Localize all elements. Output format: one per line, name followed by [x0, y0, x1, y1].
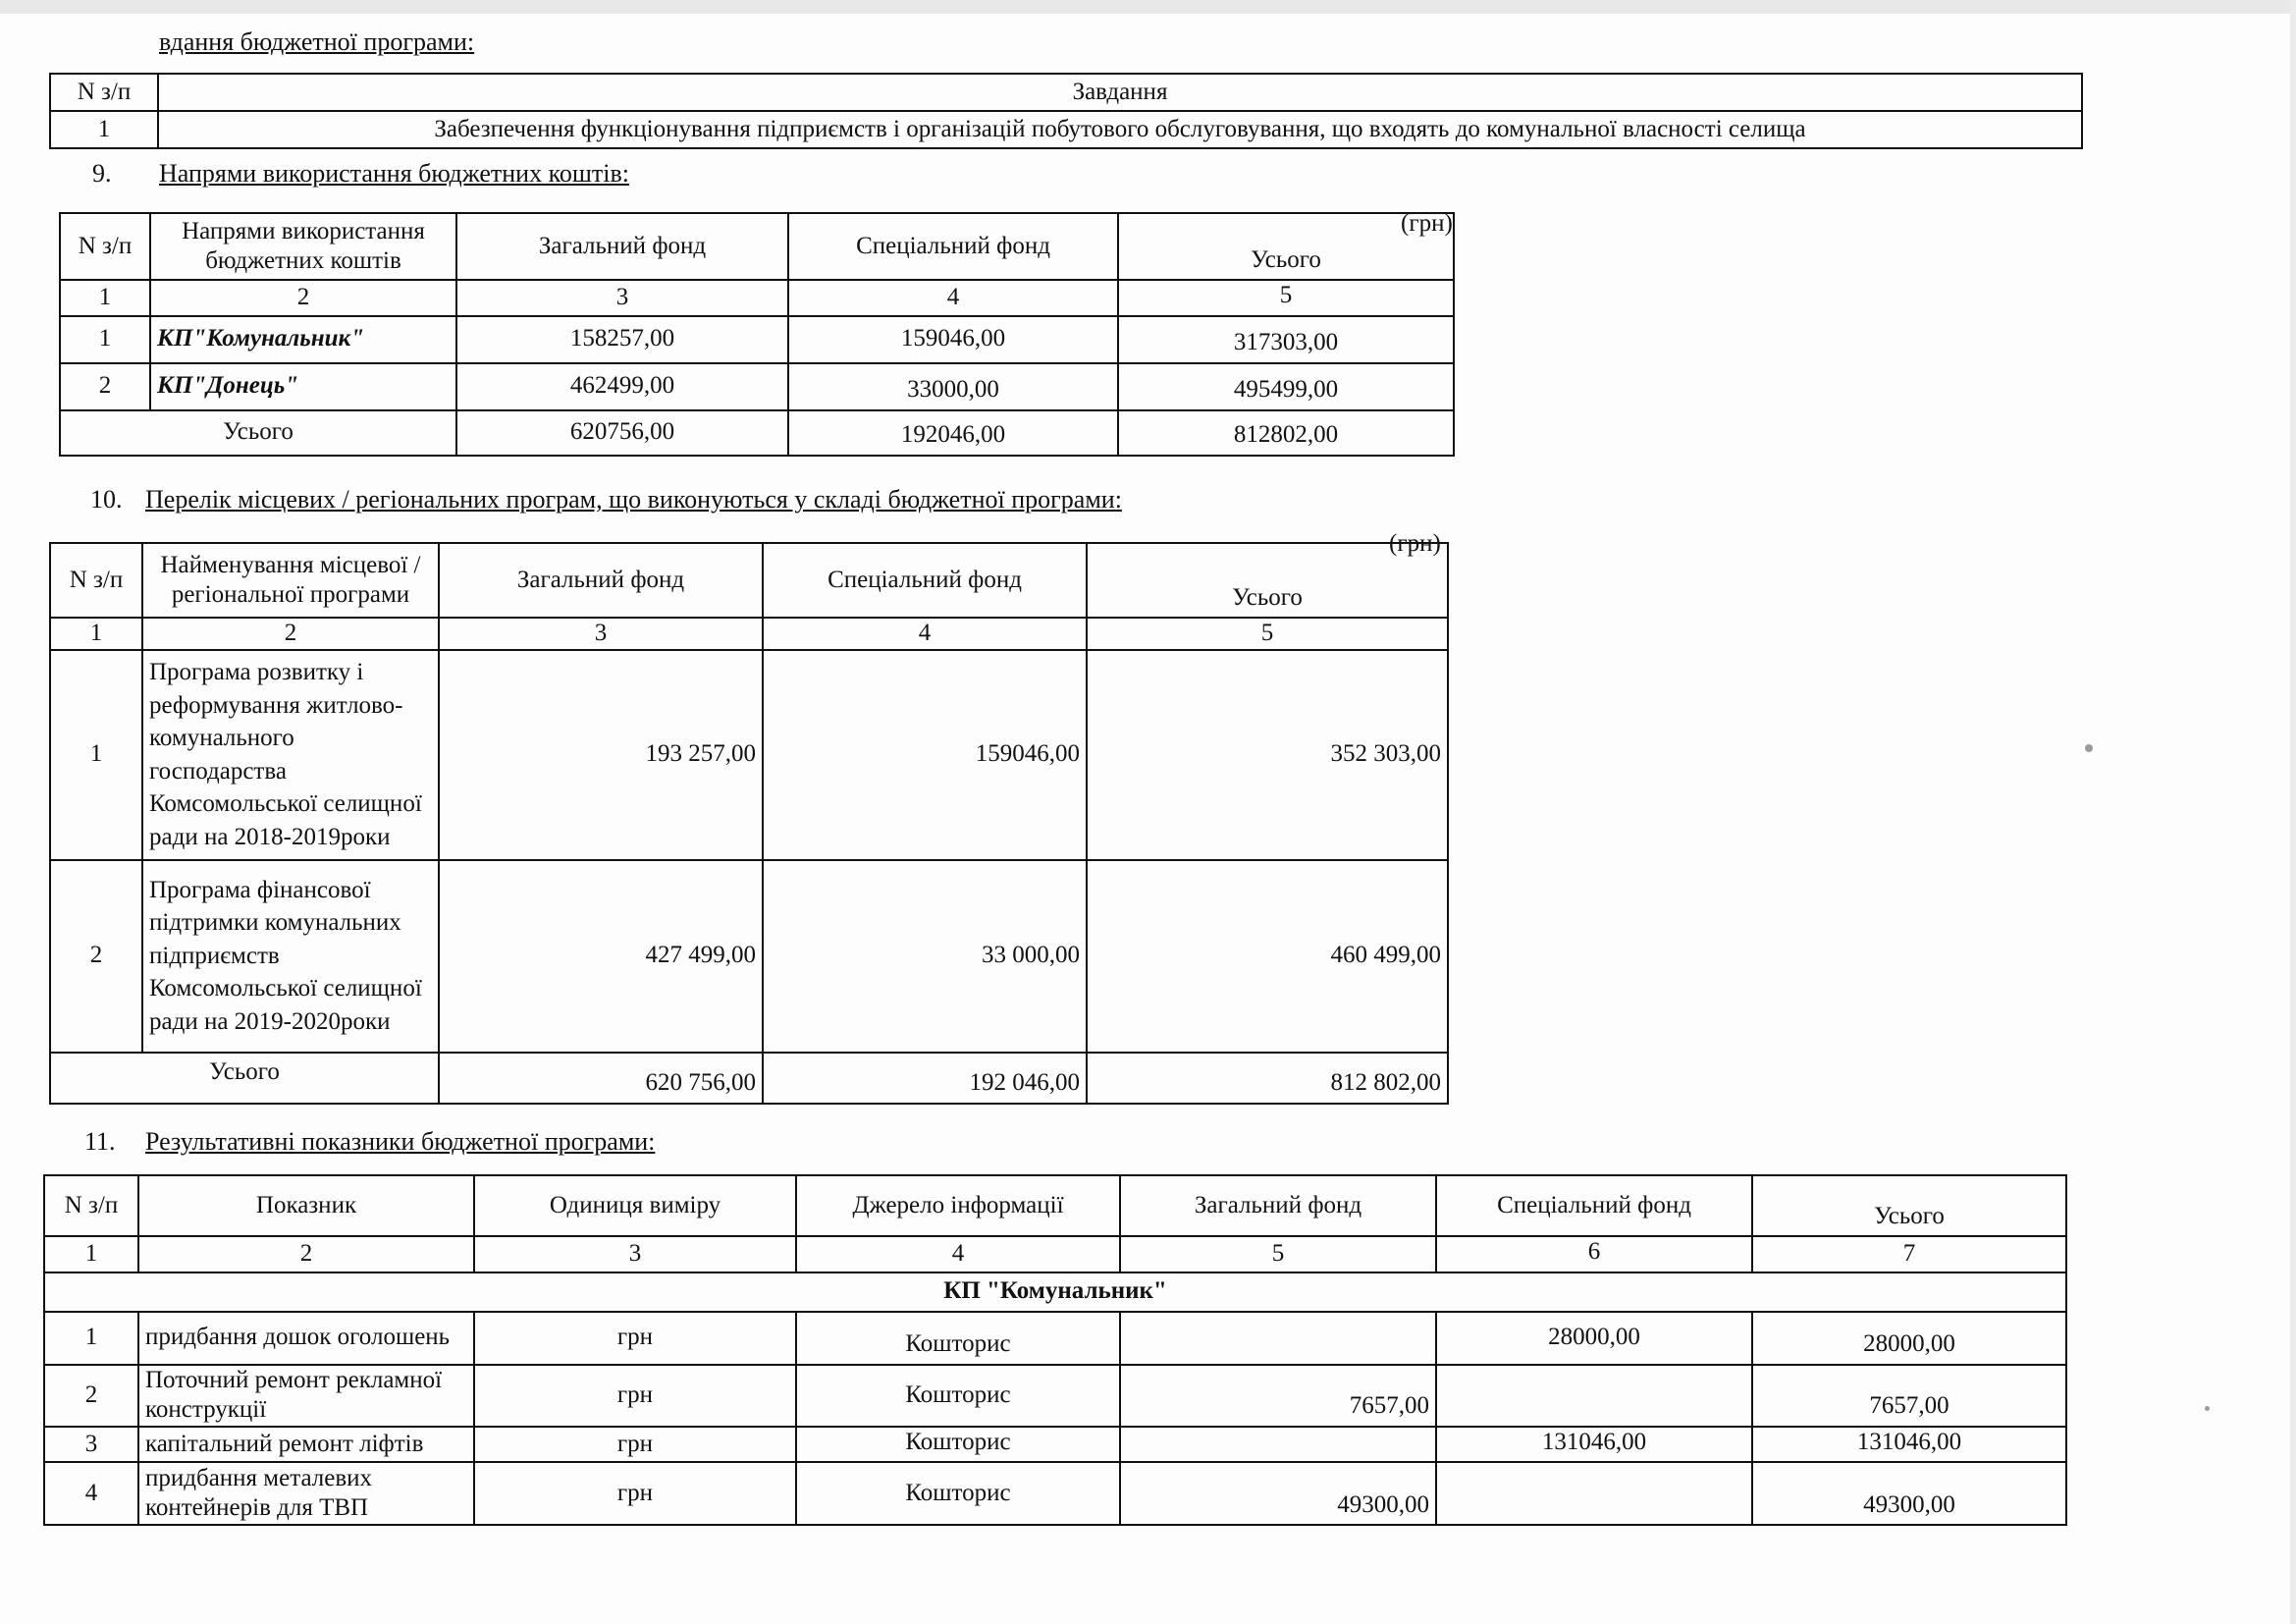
directions-total-total: 812802,00: [1118, 410, 1454, 456]
indicators-index-6: 6: [1436, 1236, 1752, 1272]
directions-row-no: 1: [60, 316, 150, 363]
programs-total-label: Усього: [50, 1053, 439, 1104]
directions-row-total: 495499,00: [1118, 363, 1454, 410]
indicators-row-no: 4: [44, 1462, 138, 1525]
indicators-index-3: 3: [474, 1236, 796, 1272]
indicators-header-unit: Одиниця виміру: [474, 1175, 796, 1236]
programs-total-total: 812 802,00: [1087, 1053, 1448, 1104]
indicators-row-general: 49300,00: [1120, 1462, 1436, 1525]
programs-table: [49, 542, 1449, 1105]
indicators-table: [43, 1174, 2067, 1526]
programs-total-special: 192 046,00: [763, 1053, 1087, 1104]
programs-header-special: Спеціальний фонд: [763, 543, 1087, 618]
programs-row-total: 460 499,00: [1087, 860, 1448, 1053]
directions-header-special: Спеціальний фонд: [788, 213, 1118, 280]
indicators-row-special: [1436, 1462, 1752, 1525]
directions-header-name: Напрями використання бюджетних коштів: [150, 213, 456, 280]
directions-row-general: 158257,00: [456, 316, 788, 363]
directions-row-total: 317303,00: [1118, 316, 1454, 363]
indicators-row-total: 28000,00: [1752, 1312, 2066, 1365]
programs-row-special: 159046,00: [763, 650, 1087, 860]
section-10-title-text: Перелік місцевих / регіональних програм, що виконуються у складі бюджетної програми:: [145, 485, 1122, 514]
indicators-row-special: [1436, 1365, 1752, 1427]
section-9-number: 9.: [92, 159, 112, 188]
directions-total-special: 192046,00: [788, 410, 1118, 456]
indicators-header-general: Загальний фонд: [1120, 1175, 1436, 1236]
directions-total-label: Усього: [60, 410, 456, 456]
programs-index-5: 5: [1087, 618, 1448, 650]
directions-total-general: 620756,00: [456, 410, 788, 456]
indicators-header-special: Спеціальний фонд: [1436, 1175, 1752, 1236]
programs-row-no: 1: [50, 650, 142, 860]
scan-speck: [2085, 744, 2093, 752]
directions-row-name: КП"Донець": [150, 363, 456, 410]
directions-index-5: 5: [1118, 280, 1454, 316]
directions-row-special: 33000,00: [788, 363, 1118, 410]
scan-speck: [2205, 1406, 2210, 1411]
directions-header-total: Усього: [1118, 213, 1454, 280]
indicators-row-total: 7657,00: [1752, 1365, 2066, 1427]
directions-header-no: N з/п: [60, 213, 150, 280]
programs-row-name: Програма фінансової підтримки комунальних підприємств Комсомольської селищної ради на 2019-2020роки: [142, 860, 439, 1053]
section-9-title: [92, 159, 1074, 192]
indicators-row-unit: грн: [474, 1462, 796, 1525]
programs-row-total: 352 303,00: [1087, 650, 1448, 860]
indicators-row-name: капітальний ремонт ліфтів: [138, 1427, 474, 1463]
tasks-table: [49, 73, 2083, 149]
indicators-row-source: Кошторис: [796, 1365, 1120, 1427]
indicators-row-total: 49300,00: [1752, 1462, 2066, 1525]
programs-header-total: Усього: [1087, 543, 1448, 618]
scan-edge-shadow: [0, 0, 2296, 14]
indicators-index-2: 2: [138, 1236, 474, 1272]
section-11-title: [84, 1127, 968, 1161]
indicators-row-no: 1: [44, 1312, 138, 1365]
programs-header-no: N з/п: [50, 543, 142, 618]
tasks-row-no: 1: [50, 111, 158, 148]
programs-total-general: 620 756,00: [439, 1053, 763, 1104]
indicators-row-general: 7657,00: [1120, 1365, 1436, 1427]
indicators-row-general: [1120, 1427, 1436, 1463]
indicators-index-1: 1: [44, 1236, 138, 1272]
programs-header-name: Найменування місцевої / регіональної програми: [142, 543, 439, 618]
indicators-row-unit: грн: [474, 1427, 796, 1463]
directions-table: [59, 212, 1455, 457]
indicators-row-name: Поточний ремонт рекламної конструкції: [138, 1365, 474, 1427]
section-11-title-text: Результативні показники бюджетної програми:: [145, 1127, 656, 1156]
indicators-header-no: N з/п: [44, 1175, 138, 1236]
indicators-row-name: придбання дошок оголошень: [138, 1312, 474, 1365]
indicators-row-name: придбання металевих контейнерів для ТВП: [138, 1462, 474, 1525]
tasks-row-text: Забезпечення функціонування підприємств і організацій побутового обслуговування, що входять до комунальної власності селища: [158, 111, 2082, 148]
scan-edge-shadow-right: [2290, 0, 2296, 1624]
indicators-row-total: 131046,00: [1752, 1427, 2066, 1463]
programs-row-special: 33 000,00: [763, 860, 1087, 1053]
section-10-title: [90, 485, 1366, 518]
programs-index-2: 2: [142, 618, 439, 650]
section-9-unit: (грн): [1401, 210, 1453, 237]
programs-header-general: Загальний фонд: [439, 543, 763, 618]
indicators-row-special: 131046,00: [1436, 1427, 1752, 1463]
indicators-index-7: 7: [1752, 1236, 2066, 1272]
programs-row-general: 427 499,00: [439, 860, 763, 1053]
directions-row-no: 2: [60, 363, 150, 410]
programs-row-name: Програма розвитку і реформування житлово-комунального господарства Комсомольської селищної ради на 2018-2019роки: [142, 650, 439, 860]
indicators-row-unit: грн: [474, 1312, 796, 1365]
indicators-header-source: Джерело інформації: [796, 1175, 1120, 1236]
programs-index-1: 1: [50, 618, 142, 650]
indicators-row-no: 3: [44, 1427, 138, 1463]
tasks-header-no: N з/п: [50, 74, 158, 111]
programs-row-general: 193 257,00: [439, 650, 763, 860]
indicators-row-special: 28000,00: [1436, 1312, 1752, 1365]
indicators-row-source: Кошторис: [796, 1427, 1120, 1463]
directions-header-general: Загальний фонд: [456, 213, 788, 280]
directions-index-3: 3: [456, 280, 788, 316]
section-10-number: 10.: [90, 485, 123, 514]
directions-row-general: 462499,00: [456, 363, 788, 410]
directions-row-special: 159046,00: [788, 316, 1118, 363]
section-10-unit: (грн): [1389, 530, 1441, 557]
indicators-row-unit: грн: [474, 1365, 796, 1427]
section-9-title-text: Напрями використання бюджетних коштів:: [159, 159, 630, 188]
tasks-header-task: Завдання: [158, 74, 2082, 111]
directions-row-name: КП"Комунальник": [150, 316, 456, 363]
indicators-row-source: Кошторис: [796, 1462, 1120, 1525]
programs-index-3: 3: [439, 618, 763, 650]
indicators-row-no: 2: [44, 1365, 138, 1427]
indicators-row-source: Кошторис: [796, 1312, 1120, 1365]
indicators-index-4: 4: [796, 1236, 1120, 1272]
directions-index-4: 4: [788, 280, 1118, 316]
directions-index-2: 2: [150, 280, 456, 316]
directions-index-1: 1: [60, 280, 150, 316]
indicators-index-5: 5: [1120, 1236, 1436, 1272]
section-11-number: 11.: [84, 1127, 116, 1156]
indicators-header-total: Усього: [1752, 1175, 2066, 1236]
programs-row-no: 2: [50, 860, 142, 1053]
indicators-header-indicator: Показник: [138, 1175, 474, 1236]
indicators-group-heading: КП "Комунальник": [44, 1272, 2066, 1312]
section-8-title-text: вдання бюджетної програми:: [159, 27, 475, 56]
programs-index-4: 4: [763, 618, 1087, 650]
indicators-row-general: [1120, 1312, 1436, 1365]
